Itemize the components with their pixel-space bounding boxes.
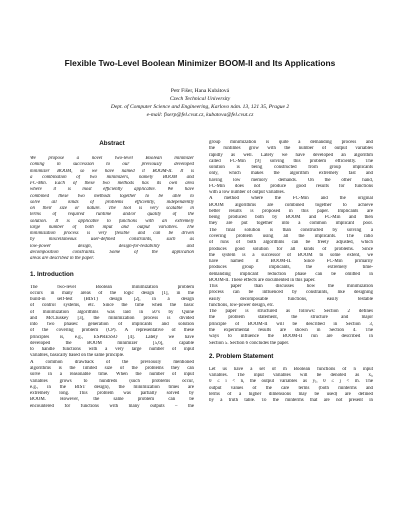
abstract-body bbox=[30, 156, 194, 263]
right-paragraph-4 bbox=[209, 309, 373, 347]
text-line: developed the BOOM minimizer [5,6], capable bbox=[30, 340, 194, 346]
text-line: BOOM algorithms are combined together to achieve bbox=[209, 202, 373, 208]
text-line: large number of both input and output variables. The bbox=[30, 224, 194, 230]
text-line: by a truth table. To the minterms that are not present in bbox=[209, 398, 373, 404]
text-line: group minimization is quite a demanding process and bbox=[209, 140, 373, 145]
text-line: A common drawback of the previously mentioned bbox=[30, 359, 194, 365]
text-line: process can be influenced by constraints, like designing bbox=[209, 290, 373, 296]
text-line: minimizer BOOM, so we have named it BOOM-II. It is bbox=[30, 168, 194, 174]
text-line: called FC-Min [9] solving this problem efficiently. The bbox=[209, 158, 373, 164]
text-line: A method where the FC-Min and the original bbox=[209, 196, 373, 202]
text-line: by miscellaneous user-defined constraints, such as bbox=[30, 237, 194, 243]
text-line: of minimization algorithms was laid in 50’s by Quine bbox=[30, 309, 194, 315]
paper-title: Flexible Two-Level Boolean Minimizer BOOM-II and Its Applications bbox=[64, 58, 336, 68]
text-line: of the covering problem (CP). A representative of these bbox=[30, 328, 194, 334]
text-line: We propose a novel two-level Boolean minimizer bbox=[30, 156, 194, 161]
text-line: better results is proposed in this paper. Implicants are bbox=[209, 208, 373, 214]
text-line: the system is a successor of BOOM to some extent, we bbox=[209, 252, 373, 258]
text-line: with a low number of output variables. bbox=[209, 190, 285, 196]
text-line: solve all kinds of problems efficiently, independently bbox=[30, 199, 194, 205]
text-line: variables grows to hundreds (such problems occur, bbox=[30, 378, 194, 384]
text-line: minimization process is very flexible and can be driven bbox=[30, 231, 194, 237]
text-line: The paper is structured as follows: Section 2 defines bbox=[209, 309, 373, 315]
text-line: the experimental results are shown in Section 4. The bbox=[209, 327, 373, 333]
text-line: decomposition constraints. Some of the application bbox=[30, 249, 194, 255]
text-line: functions, low-power design, etc. bbox=[209, 302, 275, 308]
text-line: encountered for functions with many outputs – the bbox=[30, 403, 194, 409]
text-line: being produced both by BOOM and FC-Min and then bbox=[209, 215, 373, 221]
text-line: the runtimes grow with the number of output variables bbox=[209, 146, 373, 152]
text-line: areas are described in the paper. bbox=[30, 256, 95, 262]
text-line: covering problem using all the implicants. The ratio bbox=[209, 233, 373, 239]
text-line: and McCluskey [3], the minimization process is divided bbox=[30, 315, 194, 321]
text-line: they are put together into a common implicant pool. bbox=[209, 221, 373, 227]
text-line: BOOM. However, the same problem can be bbox=[30, 397, 194, 403]
abstract-heading: Abstract bbox=[99, 140, 125, 147]
text-line: terms of required runtime and/or quality of the bbox=[30, 212, 194, 218]
text-line: principle of BOOM-II will be described in Section 3, bbox=[209, 321, 373, 327]
text-line: to handle functions with a very large number of input bbox=[30, 347, 194, 353]
right-paragraph-5 bbox=[209, 367, 373, 405]
text-line: solve in a reasonable time. When the number of input bbox=[30, 372, 194, 378]
text-line: BOOM-II. These effects are documented in this paper. bbox=[209, 277, 316, 283]
text-line: low-power design, design-for-testability and bbox=[30, 243, 194, 249]
right-paragraph-1 bbox=[209, 140, 373, 196]
text-line: The final solution is than constructed by solving a bbox=[209, 227, 373, 233]
text-line: where it is most efficiently applicable. We have bbox=[30, 187, 194, 193]
text-line: algorithms is the limited size of the problems they can bbox=[30, 365, 194, 371]
text-line: of control systems, etc. Since the time when the basic bbox=[30, 303, 194, 309]
right-column bbox=[209, 140, 373, 404]
intro-paragraph-2 bbox=[30, 360, 194, 410]
intro-paragraph-1 bbox=[30, 285, 194, 360]
text-line: having low memory demands. On the other hand, bbox=[209, 177, 373, 183]
text-line: FC-Min. Each of these two methods has its own area bbox=[30, 181, 194, 187]
text-line: e.g., in the BIST design), the minimization times are bbox=[30, 384, 194, 390]
right-paragraph-2 bbox=[209, 196, 373, 284]
text-line: on their size or nature. The tool is very scalable in bbox=[30, 206, 194, 212]
text-line: easily decomposable functions, easily testable bbox=[209, 296, 373, 302]
text-line: output values of the care terms (both minterms and bbox=[209, 385, 373, 391]
text-line: Section 5. Section 6 concludes the paper. bbox=[209, 340, 290, 346]
text-line: principles is, e.g., ESPRESSO [4]. Lately we have bbox=[30, 334, 194, 340]
text-line: produces good solution for all kinds of problems. Since bbox=[209, 246, 373, 252]
text-line: variables, basically based on the same principle. bbox=[30, 353, 125, 359]
text-line: only, which makes the algorithm extremely fast and bbox=[209, 171, 373, 177]
author-emails: e-mail: fiserp@fel.cvut.cz, kubatova@fel.cvut.cz bbox=[146, 112, 254, 118]
text-line: This paper than discusses how the minimization bbox=[209, 284, 373, 290]
affiliation-university: Czech Technical University bbox=[169, 96, 231, 102]
right-paragraph-3 bbox=[209, 284, 373, 309]
text-line: of runs of both algorithms can be freely adjusted, which bbox=[209, 240, 373, 246]
text-line: a combination of two minimizers, namely BOOM and bbox=[30, 174, 194, 180]
text-line: into two phases: generation of implicants and solution bbox=[30, 322, 194, 328]
text-line: The two-level Boolean minimization problem bbox=[30, 284, 194, 290]
text-line: the problem statement, the structure and major bbox=[209, 315, 373, 321]
text-line: build-in self-test (BIST) design [2], in a design bbox=[30, 297, 194, 303]
text-line: variables. The input variables will be denoted as xᵢ, bbox=[209, 373, 373, 379]
text-line: solution is being constructed from group implicants bbox=[209, 165, 373, 171]
authors: Petr Fišer, Hana Kubátová bbox=[170, 88, 230, 94]
text-line: 0 ≤ i < n, the output variables as yⱼ, 0 ≤ j < m. The bbox=[209, 379, 373, 385]
text-line: solution. It is applicable to functions with an extremely bbox=[30, 218, 194, 224]
text-line: Let us have a set of m Boolean functions of n input bbox=[209, 366, 373, 372]
text-line: occurs in many areas of the logic design [1], in the bbox=[30, 290, 194, 296]
intro-heading: 1. Introduction bbox=[30, 270, 74, 278]
text-line: extremely long. This problem was partially solved by bbox=[30, 391, 194, 397]
text-line: combined these two methods together to be able to bbox=[30, 193, 194, 199]
text-line: terms of a higher dimensions may be used) are defined bbox=[209, 391, 373, 397]
affiliation-department: Dept. of Computer Science and Engineering, Karlovo nám. 13, 121 35, Prague 2 bbox=[110, 104, 290, 110]
text-line: ways to influence the BOOM-II run are described in bbox=[209, 334, 373, 340]
text-line: coming in succession to our previously developed bbox=[30, 162, 194, 168]
text-line: have named it BOOM-II. Since FC-Min primarily bbox=[209, 259, 373, 265]
section-2-heading: 2. Problem Statement bbox=[209, 352, 274, 360]
text-line: FC-Min does not produce good results for functions bbox=[209, 183, 373, 189]
left-column bbox=[30, 140, 194, 410]
text-line: produces group implicants, the extremely time- bbox=[209, 265, 373, 271]
text-line: rapidly as well. Lately we have developed an algorithm bbox=[209, 152, 373, 158]
text-line: demanding implicant reduction phase can be omitted in bbox=[209, 271, 373, 277]
